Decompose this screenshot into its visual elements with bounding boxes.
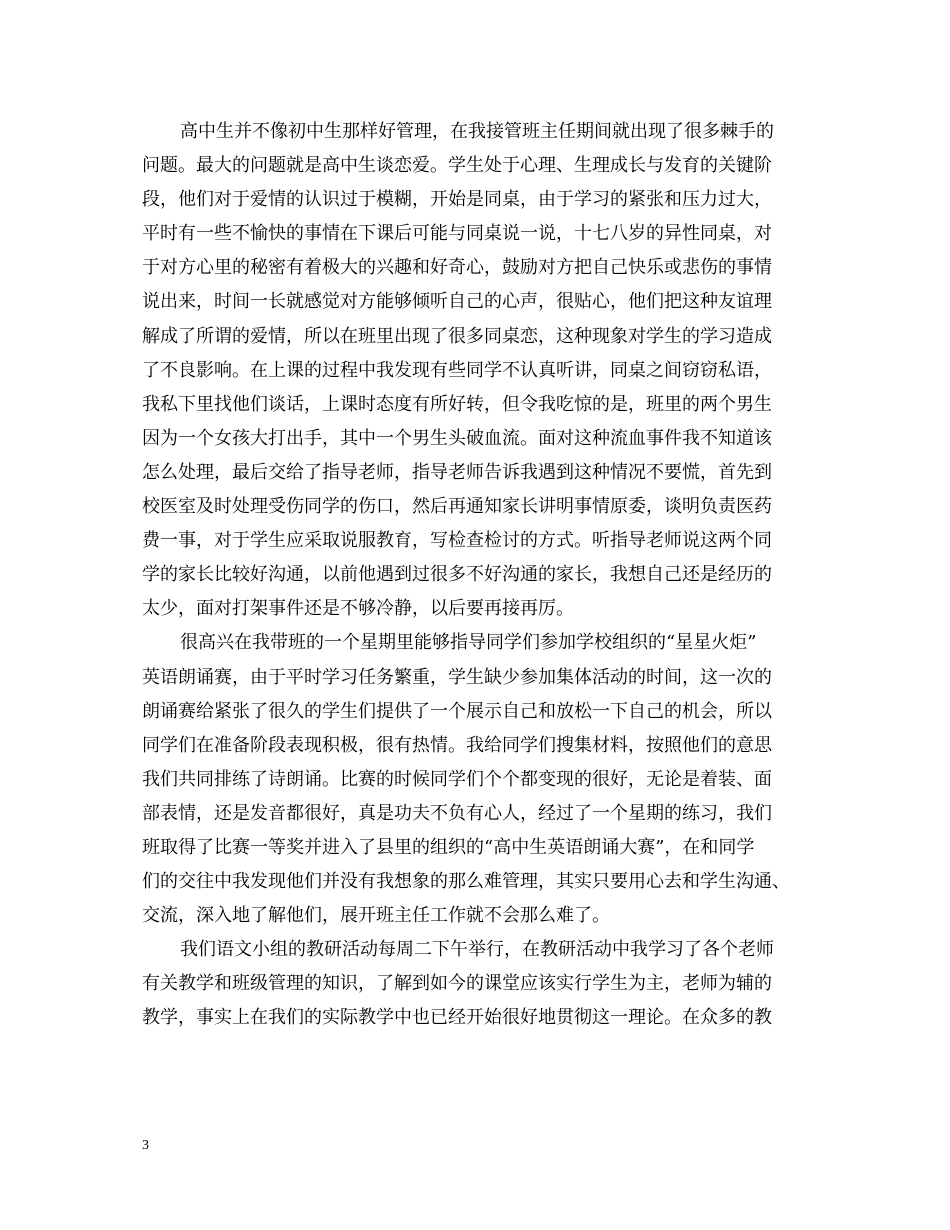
paragraph-1-line-12: 校医室及时处理受伤同学的伤口，然后再通知家长讲明事情原委，谈明负责医药 xyxy=(142,496,772,518)
paragraph-1-line-3: 段，他们对于爱情的认识过于模糊，开始是同桌，由于学习的紧张和压力过大， xyxy=(142,189,772,211)
paragraph-2-line-9: 交流，深入地了解他们，展开班主任工作就不会那么难了。 xyxy=(142,905,610,927)
paragraph-1-line-5: 于对方心里的秘密有着极大的兴趣和好奇心，鼓励对方把自己快乐或悲伤的事情 xyxy=(142,257,772,279)
paragraph-1-line-9: 我私下里找他们谈话，上课时态度有所好转，但令我吃惊的是，班里的两个男生 xyxy=(142,393,772,415)
paragraph-2-line-2: 英语朗诵赛，由于平时学习任务繁重，学生缺少参加集体活动的时间，这一次的 xyxy=(142,666,772,688)
paragraph-1-line-14: 学的家长比较好沟通，以前他遇到过很多不好沟通的家长，我想自己还是经历的 xyxy=(142,564,772,586)
paragraph-1-line-7: 解成了所谓的爱情，所以在班里出现了很多同桌恋，这种现象对学生的学习造成 xyxy=(142,325,772,347)
paragraph-3-line-2: 有关教学和班级管理的知识，了解到如今的课堂应该实行学生为主，老师为辅的 xyxy=(142,973,772,995)
paragraph-1-line-15: 太少，面对打架事件还是不够冷静，以后要再接再厉。 xyxy=(142,598,574,620)
paragraph-1-line-11: 怎么处理，最后交给了指导老师，指导老师告诉我遇到这种情况不要慌，首先到 xyxy=(142,461,772,483)
paragraph-2-line-8: 们的交往中我发现他们并没有我想象的那么难管理，其实只要用心去和学生沟通、 xyxy=(142,871,790,893)
paragraph-3-line-1: 我们语文小组的教研活动每周二下午举行，在教研活动中我学习了各个老师 xyxy=(180,939,774,961)
paragraph-2-line-5: 我们共同排练了诗朗诵。比赛的时候同学们个个都变现的很好，无论是着装、面 xyxy=(142,768,772,790)
paragraph-1-line-4: 平时有一些不愉快的事情在下课后可能与同桌说一说，十七八岁的异性同桌，对 xyxy=(142,223,772,245)
paragraph-2-line-6: 部表情，还是发音都很好，真是功夫不负有心人，经过了一个星期的练习，我们 xyxy=(142,802,772,824)
paragraph-3-line-3: 教学，事实上在我们的实际教学中也已经开始很好地贯彻这一理论。在众多的教 xyxy=(142,1007,772,1029)
paragraph-1-line-10: 因为一个女孩大打出手，其中一个男生头破血流。面对这种流血事件我不知道该 xyxy=(142,427,772,449)
paragraph-1-line-1: 高中生并不像初中生那样好管理，在我接管班主任期间就出现了很多棘手的 xyxy=(180,121,774,142)
paragraph-1-line-8: 了不良影响。在上课的过程中我发现有些同学不认真听讲，同桌之间窃窃私语， xyxy=(142,359,772,381)
paragraph-1-line-13: 费一事，对于学生应采取说服教育，写检查检讨的方式。听指导老师说这两个同 xyxy=(142,530,772,552)
paragraph-2-line-7: 班取得了比赛一等奖并进入了县里的组织的“高中生英语朗诵大赛”，在和同学 xyxy=(142,836,755,858)
paragraph-1-line-2: 问题。最大的问题就是高中生谈恋爱。学生处于心理、生理成长与发育的关键阶 xyxy=(142,155,772,177)
paragraph-2-line-3: 朗诵赛给紧张了很久的学生们提供了一个展示自己和放松一下自己的机会，所以 xyxy=(142,700,772,722)
body-text xyxy=(142,115,832,1036)
paragraph-2-line-4: 同学们在准备阶段表现积极，很有热情。我给同学们搜集材料，按照他们的意思 xyxy=(142,734,772,756)
page-number: 3 xyxy=(142,1138,149,1153)
paragraph-2-line-1: 很高兴在我带班的一个星期里能够指导同学们参加学校组织的“星星火炬” xyxy=(180,632,757,654)
paragraph-1-line-6: 说出来，时间一长就感觉对方能够倾听自己的心声，很贴心，他们把这种友谊理 xyxy=(142,291,772,313)
